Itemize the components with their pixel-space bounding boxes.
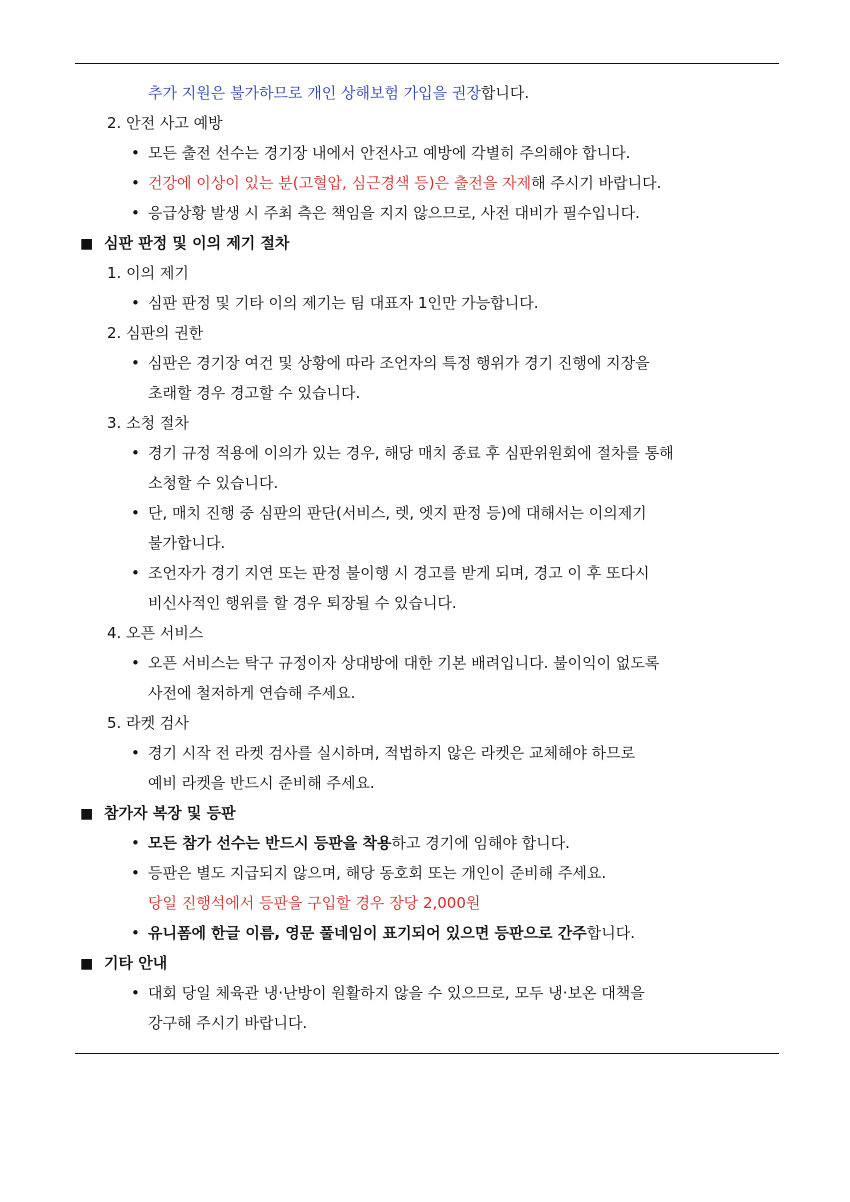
- square-icon: ■: [80, 806, 94, 822]
- bullet-marker: •: [131, 744, 140, 762]
- text-segment: 초래할 경우 경고할 수 있습니다.: [148, 384, 361, 402]
- bullet-item: [131, 738, 850, 768]
- bullet-marker: •: [131, 654, 140, 672]
- text-segment: 비신사적인 행위를 할 경우 퇴장될 수 있습니다.: [148, 594, 457, 612]
- section-heading: [80, 228, 850, 258]
- bottom-rule: [75, 1053, 779, 1054]
- wrapped-line: [148, 678, 850, 708]
- wrapped-line: [148, 468, 850, 498]
- text-segment: 기타 안내: [104, 954, 168, 972]
- bullet-marker: •: [131, 924, 140, 942]
- bullet-item: [131, 138, 850, 168]
- text-segment: 3. 소청 절차: [107, 414, 189, 432]
- bullet-marker: •: [131, 984, 140, 1002]
- numbered-item: [107, 318, 850, 348]
- wrapped-line: [148, 768, 850, 798]
- numbered-item: [107, 408, 850, 438]
- document-body: [0, 78, 850, 1038]
- bullet-item: [131, 918, 850, 948]
- text-segment: 하고 경기에 임해야 합니다.: [391, 834, 570, 852]
- text-segment: 응급상황 발생 시 주최 측은 책임을 지지 않으므로, 사전 대비가 필수입니다.: [148, 204, 640, 222]
- text-segment: 추가 지원은 불가하므로 개인 상해보험 가입을 권장: [148, 84, 481, 102]
- text-segment: 해 주시기 바랍니다.: [531, 174, 662, 192]
- text-segment: 5. 라켓 검사: [107, 714, 189, 732]
- bullet-item: [131, 558, 850, 588]
- bullet-marker: •: [131, 834, 140, 852]
- bullet-marker: •: [131, 174, 140, 192]
- bullet-item: [131, 168, 850, 198]
- wrapped-line: [148, 378, 850, 408]
- numbered-item: [107, 708, 850, 738]
- text-segment: 합니다.: [586, 924, 635, 942]
- text-segment: 등판은 별도 지급되지 않으며, 해당 동호회 또는 개인이 준비해 주세요.: [148, 864, 607, 882]
- text-segment: 소청할 수 있습니다.: [148, 474, 279, 492]
- top-rule: [75, 63, 779, 64]
- text-segment: 경기 시작 전 라켓 검사를 실시하며, 적법하지 않은 라켓은 교체해야 하므로: [148, 744, 636, 762]
- bullet-item: [131, 648, 850, 678]
- bullet-item: [131, 438, 850, 468]
- text-segment: 예비 라켓을 반드시 준비해 주세요.: [148, 774, 375, 792]
- bullet-item: [131, 978, 850, 1008]
- bullet-item: [131, 348, 850, 378]
- square-icon: ■: [80, 236, 94, 252]
- wrapped-line: [148, 1008, 850, 1038]
- bullet-item: [131, 288, 850, 318]
- bullet-item: [131, 498, 850, 528]
- text-segment: 1. 이의 제기: [107, 264, 189, 282]
- text-segment: 당일 진행석에서 등판을 구입할 경우 장당 2,000원: [148, 894, 481, 912]
- text-segment: 조언자가 경기 지연 또는 판정 불이행 시 경고를 받게 되며, 경고 이 후 또다시: [148, 564, 650, 582]
- bullet-item: [131, 198, 850, 228]
- text-segment: 심판 판정 및 이의 제기 절차: [104, 234, 290, 252]
- bullet-marker: •: [131, 504, 140, 522]
- text-segment: 모든 출전 선수는 경기장 내에서 안전사고 예방에 각별히 주의해야 합니다.: [148, 144, 631, 162]
- bullet-item: [131, 828, 850, 858]
- text-segment: 심판은 경기장 여건 및 상황에 따라 조언자의 특정 행위가 경기 진행에 지장을: [148, 354, 650, 372]
- bullet-marker: •: [131, 144, 140, 162]
- bullet-marker: •: [131, 444, 140, 462]
- section-heading: [80, 798, 850, 828]
- text-segment: 불가합니다.: [148, 534, 226, 552]
- square-icon: ■: [80, 956, 94, 972]
- text-segment: 건강에 이상이 있는 분(고혈압, 심근경색 등)은 출전을 자제: [148, 174, 532, 192]
- text-segment: 2. 심판의 권한: [107, 324, 204, 342]
- bullet-marker: •: [131, 294, 140, 312]
- bullet-item: [131, 858, 850, 888]
- text-segment: 4. 오픈 서비스: [107, 624, 204, 642]
- text-segment: 사전에 철저하게 연습해 주세요.: [148, 684, 356, 702]
- numbered-item: [107, 108, 850, 138]
- text-segment: 단, 매치 진행 중 심판의 판단(서비스, 렛, 엣지 판정 등)에 대해서는 이의제기: [148, 504, 647, 522]
- text-segment: 오픈 서비스는 탁구 규정이자 상대방에 대한 기본 배려입니다. 불이익이 없도록: [148, 654, 660, 672]
- text-segment: 참가자 복장 및 등판: [104, 804, 236, 822]
- numbered-item: [107, 258, 850, 288]
- text-segment: 유니폼에 한글 이름, 영문 풀네임이 표기되어 있으면 등판으로 간주: [148, 924, 587, 942]
- wrapped-line: [148, 528, 850, 558]
- bullet-marker: •: [131, 864, 140, 882]
- text-segment: 2. 안전 사고 예방: [107, 114, 223, 132]
- section-heading: [80, 948, 850, 978]
- text-segment: 강구해 주시기 바랍니다.: [148, 1014, 308, 1032]
- bullet-marker: •: [131, 564, 140, 582]
- wrapped-line: [148, 888, 850, 918]
- continuation-line: [148, 78, 850, 108]
- text-segment: 모든 참가 선수는 반드시 등판을 착용: [148, 834, 392, 852]
- bullet-marker: •: [131, 204, 140, 222]
- text-segment: 대회 당일 체육관 냉·난방이 원활하지 않을 수 있으므로, 모두 냉·보온 대책을: [148, 984, 645, 1002]
- bullet-marker: •: [131, 354, 140, 372]
- wrapped-line: [148, 588, 850, 618]
- text-segment: 경기 규정 적용에 이의가 있는 경우, 해당 매치 종료 후 심판위원회에 절차를 통해: [148, 444, 674, 462]
- numbered-item: [107, 618, 850, 648]
- text-segment: 심판 판정 및 기타 이의 제기는 팀 대표자 1인만 가능합니다.: [148, 294, 539, 312]
- text-segment: 합니다.: [480, 84, 530, 102]
